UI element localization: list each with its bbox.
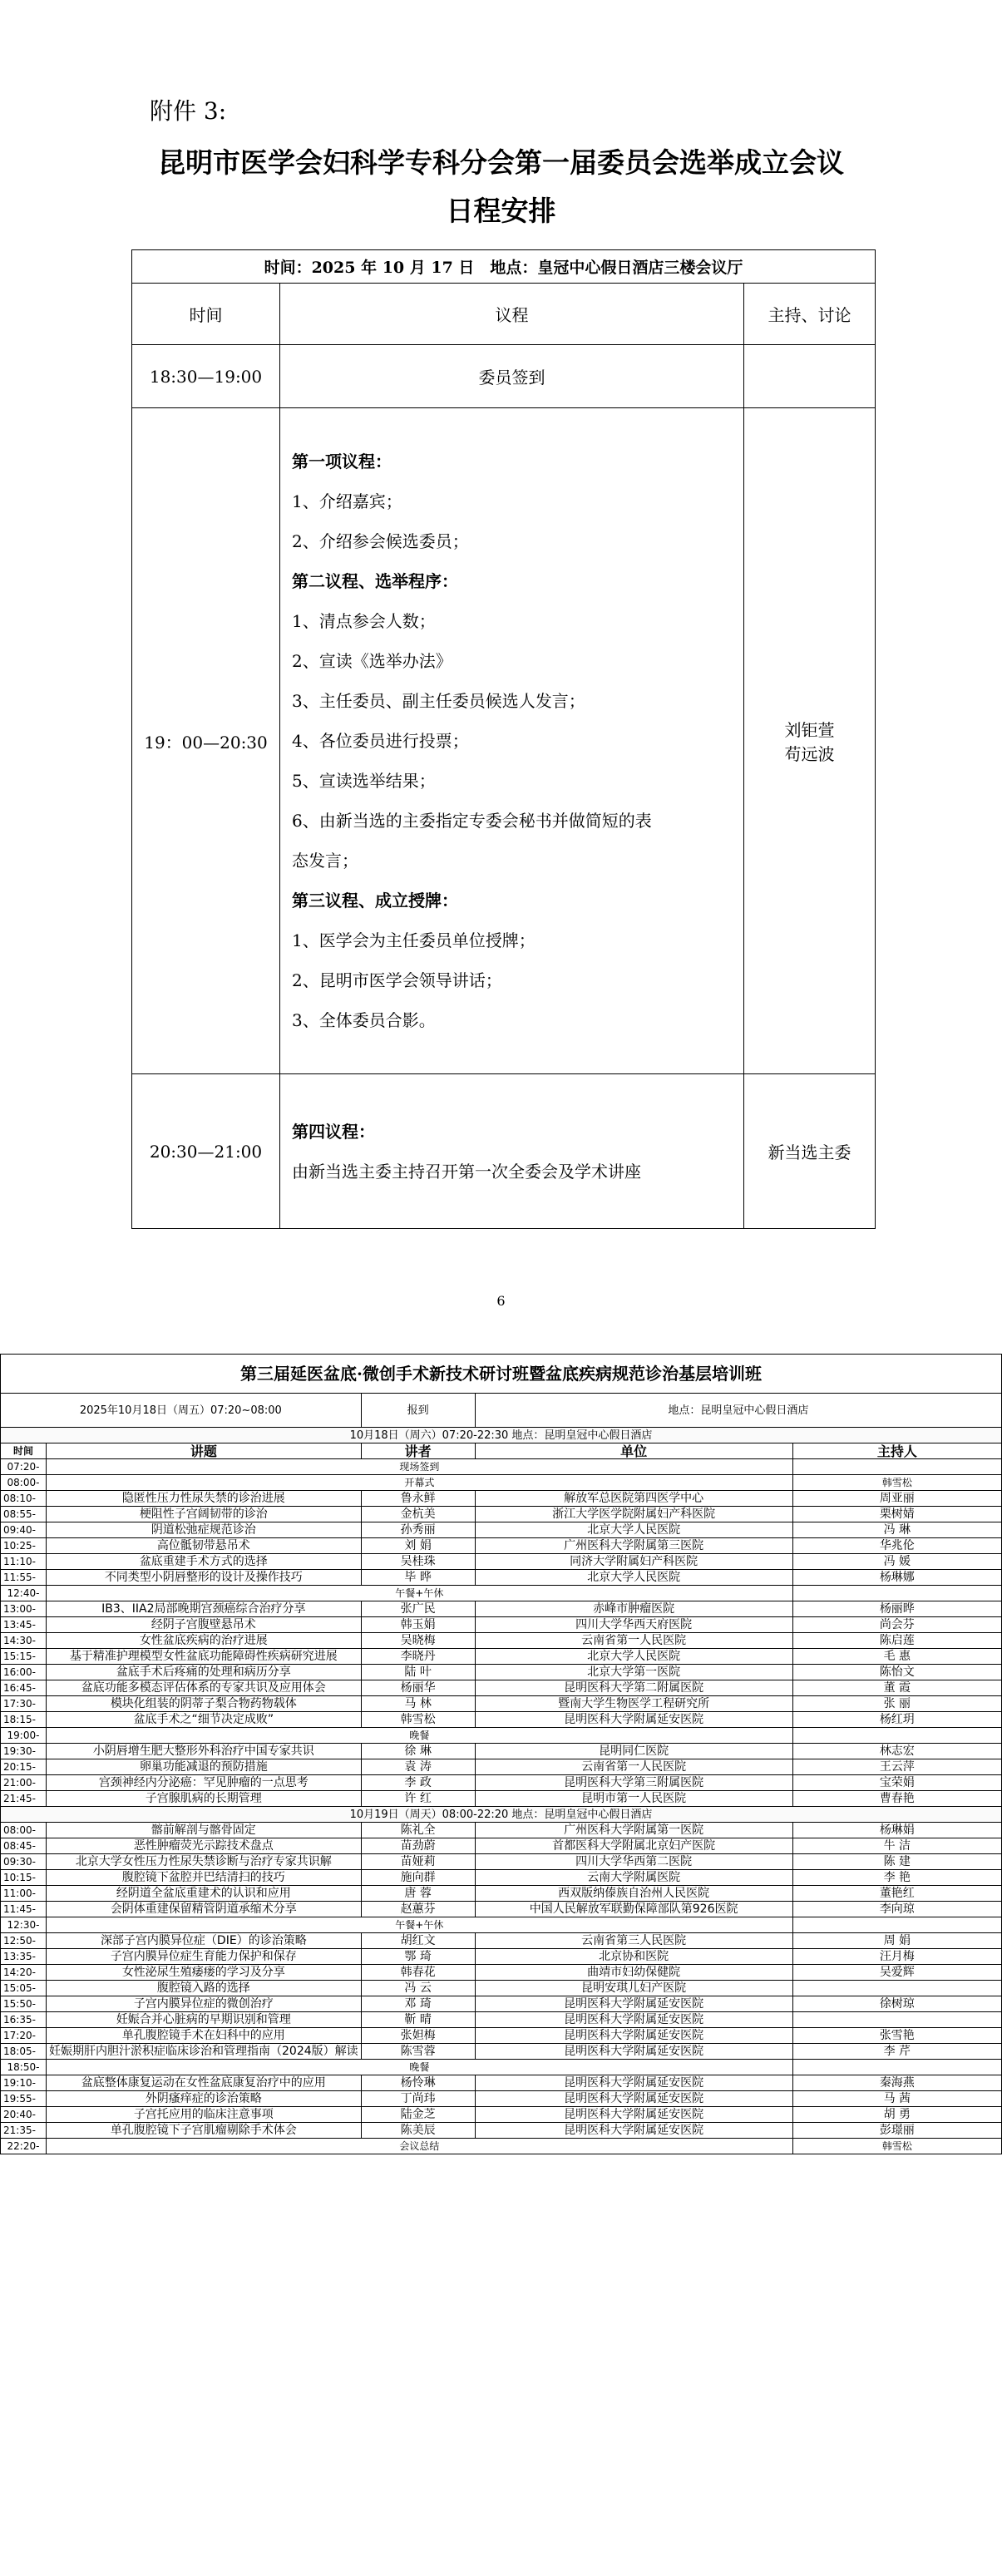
session-time: 15:50- [1, 1996, 47, 2012]
session-host [792, 2012, 1001, 2028]
lecture-title: 模块化组装的阴蒂子梨合物药物载体 [47, 1696, 362, 1712]
session-host: 牛 洁 [792, 1838, 1001, 1854]
speaker-name: 金杭美 [361, 1507, 475, 1522]
session-row [1, 1791, 1002, 1807]
agenda-line: 第二议程、选举程序： [292, 571, 458, 591]
lecture-title: 单孔腹腔镜手术在妇科中的应用 [47, 2028, 362, 2044]
agenda-line: 1、介绍嘉宾； [292, 491, 402, 511]
speaker-unit: 四川大学华西天府医院 [475, 1617, 792, 1633]
session-host [792, 1586, 1001, 1601]
speaker-name: 陈美辰 [361, 2123, 475, 2139]
lecture-title: 子宫托应用的临床注意事项 [47, 2107, 362, 2123]
speaker-unit: 解放军总医院第四医学中心 [475, 1491, 792, 1507]
agenda-line: 1、医学会为主任委员单位授牌； [292, 930, 536, 950]
session-host: 徐树琼 [792, 1996, 1001, 2012]
speaker-unit: 云南省第一人民医院 [475, 1633, 792, 1649]
lecture-title: 北京大学女性压力性尿失禁诊断与治疗专家共识解 [47, 1854, 362, 1870]
session-row [1, 1949, 1002, 1965]
session-row [1, 1759, 1002, 1775]
session-row [1, 2107, 1002, 2123]
speaker-unit: 北京大学人民医院 [475, 1649, 792, 1665]
lecture-title: 盆底重建手术方式的选择 [47, 1554, 362, 1570]
session-row [1, 1712, 1002, 1728]
session-host [792, 1459, 1001, 1475]
session-row [1, 1933, 1002, 1949]
speaker-name: 苗娅莉 [361, 1854, 475, 1870]
session-row [1, 1633, 1002, 1649]
day-one-banner: 10月18日（周六）07:20-22:30 地点：昆明皇冠中心假日酒店 [1, 1428, 1002, 1443]
speaker-unit: 暨南大学生物医学工程研究所 [475, 1696, 792, 1712]
lecture-title: 梗阻性子宫阔韧带的诊治 [47, 1507, 362, 1522]
row-time: 20:30—21:00 [132, 1074, 280, 1229]
session-row [1, 1554, 1002, 1570]
lecture-title: 经阴道全盆底重建术的认识和应用 [47, 1886, 362, 1902]
agenda-line: 由新当选主委主持召开第一次全委会及学术讲座 [292, 1161, 641, 1182]
speaker-name: 陆金芝 [361, 2107, 475, 2123]
host-name: 苟远波 [784, 744, 835, 764]
session-row [1, 2044, 1002, 2060]
lecture-title: 子宫腺肌病的长期管理 [47, 1791, 362, 1807]
session-time: 18:15- [1, 1712, 47, 1728]
agenda-line: 第一项议程： [292, 452, 392, 471]
session-time: 18:50- [1, 2060, 47, 2075]
session-time: 19:30- [1, 1744, 47, 1759]
speaker-name: 施向群 [361, 1870, 475, 1886]
session-time: 14:20- [1, 1965, 47, 1981]
session-host: 栗树婧 [792, 1507, 1001, 1522]
session-time: 15:05- [1, 1981, 47, 1996]
speaker-name: 赵蕙芬 [361, 1902, 475, 1917]
session-host: 秦海燕 [792, 2075, 1001, 2091]
session-time: 14:30- [1, 1633, 47, 1649]
speaker-name: 袁 涛 [361, 1759, 475, 1775]
session-host: 周亚丽 [792, 1491, 1001, 1507]
speaker-name: 邓 琦 [361, 1996, 475, 2012]
session-row [1, 2091, 1002, 2107]
session-host: 韩雪松 [792, 1475, 1001, 1491]
lecture-title: 隐匿性压力性尿失禁的诊治进展 [47, 1491, 362, 1507]
session-row [1, 1886, 1002, 1902]
session-row [1, 1744, 1002, 1759]
lecture-title: 基于精准护理模型女性盆底功能障碍性疾病研究进展 [47, 1649, 362, 1665]
speaker-name: 许 红 [361, 1791, 475, 1807]
session-host: 胡 勇 [792, 2107, 1001, 2123]
session-host: 汪月梅 [792, 1949, 1001, 1965]
break-label: 开幕式 [47, 1475, 793, 1491]
speaker-unit: 四川大学华西第二医院 [475, 1854, 792, 1870]
session-host: 杨琳娟 [792, 1823, 1001, 1838]
speaker-name: 陈礼全 [361, 1823, 475, 1838]
speaker-unit: 北京大学人民医院 [475, 1522, 792, 1538]
speaker-unit: 广州医科大学附属第三医院 [475, 1538, 792, 1554]
speaker-name: 靳 晴 [361, 2012, 475, 2028]
session-row [1, 1965, 1002, 1981]
session-time: 17:20- [1, 2028, 47, 2044]
session-row [1, 1601, 1002, 1617]
session-time: 18:05- [1, 2044, 47, 2060]
registration-label: 报到 [361, 1394, 475, 1428]
lecture-title: 卵巢功能减退的预防措施 [47, 1759, 362, 1775]
session-host: 杨丽晔 [792, 1601, 1001, 1617]
session-time: 11:45- [1, 1902, 47, 1917]
session-host: 董 霞 [792, 1680, 1001, 1696]
session-time: 08:45- [1, 1838, 47, 1854]
speaker-unit: 云南省第一人民医院 [475, 1759, 792, 1775]
session-host: 尚会芬 [792, 1617, 1001, 1633]
agenda-list [280, 1074, 744, 1229]
lecture-title: 子宫内膜异位症生育能力保护和保存 [47, 1949, 362, 1965]
session-host: 韩雪松 [792, 2139, 1001, 2154]
session-time: 08:10- [1, 1491, 47, 1507]
break-row [1, 1475, 1002, 1491]
session-host: 宝荣娟 [792, 1775, 1001, 1791]
break-row [1, 1459, 1002, 1475]
lecture-title: 子宫内膜异位症的微创治疗 [47, 1996, 362, 2012]
header-time: 时间 [132, 284, 280, 345]
agenda-line: 4、各位委员进行投票； [292, 731, 469, 751]
day-two-banner: 10月19日（周天）08:00-22:20 地点：昆明皇冠中心假日酒店 [1, 1807, 1002, 1823]
session-host: 吴爱辉 [792, 1965, 1001, 1981]
session-row [1, 1680, 1002, 1696]
attachment-label: 附件 3: [150, 97, 227, 125]
session-time: 21:00- [1, 1775, 47, 1791]
speaker-name: 李 政 [361, 1775, 475, 1791]
break-label: 晚餐 [47, 2060, 793, 2075]
session-host: 李 艳 [792, 1870, 1001, 1886]
session-time: 08:00- [1, 1823, 47, 1838]
speaker-name: 胡红文 [361, 1933, 475, 1949]
session-time: 13:35- [1, 1949, 47, 1965]
row-time: 19：00—20:30 [132, 408, 280, 1074]
agenda-line: 3、主任委员、副主任委员候选人发言； [292, 691, 585, 711]
lecture-title: 宫颈神经内分泌癌：罕见肿瘤的一点思考 [47, 1775, 362, 1791]
session-time: 22:20- [1, 2139, 47, 2154]
meeting-time-location: 时间：2025 年 10 月 17 日 地点：皇冠中心假日酒店三楼会议厅 [132, 250, 876, 284]
session-row [1, 1775, 1002, 1791]
lecture-title: 盆底整体康复运动在女性盆底康复治疗中的应用 [47, 2075, 362, 2091]
session-row [1, 1854, 1002, 1870]
session-time: 21:35- [1, 2123, 47, 2139]
session-time: 15:15- [1, 1649, 47, 1665]
speaker-unit: 昆明医科大学附属延安医院 [475, 2091, 792, 2107]
session-host: 马 茜 [792, 2091, 1001, 2107]
session-row [1, 1507, 1002, 1522]
lecture-title: 外阴瘙痒症的诊治策略 [47, 2091, 362, 2107]
session-host [792, 1728, 1001, 1744]
session-time: 20:15- [1, 1759, 47, 1775]
session-time: 08:00- [1, 1475, 47, 1491]
speaker-unit: 昆明医科大学附属延安医院 [475, 2028, 792, 2044]
agenda-line: 5、宣读选举结果； [292, 771, 436, 791]
session-host: 周 娟 [792, 1933, 1001, 1949]
speaker-name: 冯 云 [361, 1981, 475, 1996]
speaker-unit: 赤峰市肿瘤医院 [475, 1601, 792, 1617]
session-host: 李 芹 [792, 2044, 1001, 2060]
session-host: 曹春艳 [792, 1791, 1001, 1807]
lecture-title: 腹腔镜下盆腔并巴结清扫的技巧 [47, 1870, 362, 1886]
speaker-unit: 云南大学附属医院 [475, 1870, 792, 1886]
training-venue: 地点：昆明皇冠中心假日酒店 [475, 1394, 1001, 1428]
speaker-name: 刘 娟 [361, 1538, 475, 1554]
session-host [792, 2060, 1001, 2075]
session-host: 冯 媛 [792, 1554, 1001, 1570]
session-time: 19:00- [1, 1728, 47, 1744]
training-title: 第三届延医盆底·微创手术新技术研讨班暨盆底疾病规范诊治基层培训班 [1, 1355, 1002, 1394]
agenda-line: 第四议程： [292, 1121, 375, 1142]
session-row [1, 1491, 1002, 1507]
col-header-unit: 单位 [475, 1443, 792, 1459]
speaker-name: 丁尚玮 [361, 2091, 475, 2107]
session-time: 16:35- [1, 2012, 47, 2028]
break-label: 现场签到 [47, 1459, 793, 1475]
speaker-unit: 昆明医科大学附属延安医院 [475, 2012, 792, 2028]
session-time: 12:40- [1, 1586, 47, 1601]
speaker-unit: 曲靖市妇幼保健院 [475, 1965, 792, 1981]
speaker-name: 鲁永鲜 [361, 1491, 475, 1507]
session-host: 张雪艳 [792, 2028, 1001, 2044]
row-host: 新当选主委 [744, 1074, 876, 1229]
session-host: 李向琼 [792, 1902, 1001, 1917]
break-label: 午餐+午休 [47, 1586, 793, 1601]
break-row [1, 1728, 1002, 1744]
session-time: 10:15- [1, 1870, 47, 1886]
speaker-unit: 中国人民解放军联勤保障部队第926医院 [475, 1902, 792, 1917]
header-host: 主持、讨论 [744, 284, 876, 345]
session-row [1, 1981, 1002, 1996]
session-row [1, 1649, 1002, 1665]
speaker-name: 杨怜琳 [361, 2075, 475, 2091]
session-host: 杨琳娜 [792, 1570, 1001, 1586]
lecture-title: 深部子宫内膜异位症（DIE）的诊治策略 [47, 1933, 362, 1949]
document-title: 昆明市医学会妇科学专科分会第一届委员会选举成立会议 [158, 146, 844, 179]
session-row [1, 1696, 1002, 1712]
speaker-unit: 首都医科大学附属北京妇产医院 [475, 1838, 792, 1854]
speaker-name: 张妲梅 [361, 2028, 475, 2044]
session-time: 16:45- [1, 1680, 47, 1696]
speaker-unit: 昆明安琪儿妇产医院 [475, 1981, 792, 1996]
session-host: 毛 惠 [792, 1649, 1001, 1665]
session-host: 王云萍 [792, 1759, 1001, 1775]
col-header-time: 时间 [1, 1443, 47, 1459]
session-row [1, 2123, 1002, 2139]
speaker-name: 鄂 琦 [361, 1949, 475, 1965]
session-host: 华兆伦 [792, 1538, 1001, 1554]
speaker-unit: 昆明医科大学附属延安医院 [475, 2044, 792, 2060]
speaker-unit: 昆明医科大学附属延安医院 [475, 2075, 792, 2091]
speaker-name: 毕 晔 [361, 1570, 475, 1586]
lecture-title: 盆底手术之“细节决定成败” [47, 1712, 362, 1728]
registration-date: 2025年10月18日（周五）07:20~08:00 [1, 1394, 362, 1428]
session-host: 董艳红 [792, 1886, 1001, 1902]
session-host [792, 1981, 1001, 1996]
session-time: 13:45- [1, 1617, 47, 1633]
session-row [1, 1902, 1002, 1917]
lecture-title: 经阴子宫腹壁悬吊术 [47, 1617, 362, 1633]
lecture-title: 恶性肿瘤荧光示踪技术盘点 [47, 1838, 362, 1854]
session-time: 10:25- [1, 1538, 47, 1554]
col-header-speaker: 讲者 [361, 1443, 475, 1459]
lecture-title: 单孔腹腔镜下子宫肌瘤剔除手术体会 [47, 2123, 362, 2139]
agenda-line: 第三议程、成立授牌： [292, 891, 458, 910]
lecture-title: 髂前解剖与髂骨固定 [47, 1823, 362, 1838]
speaker-name: 韩雪松 [361, 1712, 475, 1728]
session-host [792, 1917, 1001, 1933]
lecture-title: 不同类型小阴唇整形的设计及操作技巧 [47, 1570, 362, 1586]
session-row [1, 2075, 1002, 2091]
speaker-unit: 云南省第三人民医院 [475, 1933, 792, 1949]
session-time: 12:50- [1, 1933, 47, 1949]
speaker-name: 吴桂珠 [361, 1554, 475, 1570]
speaker-unit: 昆明市第一人民医院 [475, 1791, 792, 1807]
row-host [744, 345, 876, 408]
speaker-unit: 昆明医科大学附属延安医院 [475, 1712, 792, 1728]
session-host: 冯 琳 [792, 1522, 1001, 1538]
training-schedule-table [0, 1354, 1002, 2154]
speaker-unit: 昆明医科大学附属延安医院 [475, 2123, 792, 2139]
session-time: 08:55- [1, 1507, 47, 1522]
session-host: 陈怡文 [792, 1665, 1001, 1680]
speaker-name: 杨丽华 [361, 1680, 475, 1696]
row-host [744, 408, 876, 1074]
session-row [1, 1870, 1002, 1886]
session-row [1, 1538, 1002, 1554]
meeting-schedule-table [131, 249, 876, 1229]
session-time: 20:40- [1, 2107, 47, 2123]
session-time: 11:10- [1, 1554, 47, 1570]
speaker-unit: 同济大学附属妇产科医院 [475, 1554, 792, 1570]
agenda-line: 2、昆明市医学会领导讲话； [292, 970, 502, 990]
speaker-name: 苗劲蔚 [361, 1838, 475, 1854]
session-time: 19:10- [1, 2075, 47, 2091]
speaker-unit: 昆明医科大学附属延安医院 [475, 2107, 792, 2123]
session-time: 07:20- [1, 1459, 47, 1475]
speaker-unit: 北京大学第一医院 [475, 1665, 792, 1680]
lecture-title: 会阴体重建保留精管阴道承缩术分享 [47, 1902, 362, 1917]
agenda-line: 2、介绍参会候选委员； [292, 531, 469, 551]
lecture-title: 盆底手术后疼痛的处理和病历分享 [47, 1665, 362, 1680]
break-label: 会议总结 [47, 2139, 793, 2154]
session-time: 13:00- [1, 1601, 47, 1617]
session-host: 彭璟丽 [792, 2123, 1001, 2139]
session-time: 11:55- [1, 1570, 47, 1586]
speaker-unit: 昆明医科大学附属延安医院 [475, 1996, 792, 2012]
lecture-title: IB3、IIA2局部晚期宫颈癌综合治疗分享 [47, 1601, 362, 1617]
session-row [1, 1996, 1002, 2012]
session-row [1, 1522, 1002, 1538]
lecture-title: 腹腔镜入路的选择 [47, 1981, 362, 1996]
agenda-line: 3、全体委员合影。 [292, 1010, 436, 1030]
speaker-unit: 浙江大学医学院附属妇产科医院 [475, 1507, 792, 1522]
agenda-line: 6、由新当选的主委指定专委会秘书并做简短的表 [292, 811, 652, 831]
speaker-unit: 广州医科大学附属第一医院 [475, 1823, 792, 1838]
speaker-unit: 北京协和医院 [475, 1949, 792, 1965]
day-two-row [1, 1807, 1002, 1823]
session-host: 林志宏 [792, 1744, 1001, 1759]
session-row [1, 1823, 1002, 1838]
session-time: 11:00- [1, 1886, 47, 1902]
speaker-unit: 昆明医科大学第二附属医院 [475, 1680, 792, 1696]
session-row [1, 1617, 1002, 1633]
speaker-name: 韩春花 [361, 1965, 475, 1981]
speaker-unit: 昆明医科大学第三附属医院 [475, 1775, 792, 1791]
break-label: 晚餐 [47, 1728, 793, 1744]
lecture-title: 高位骶韧带悬吊术 [47, 1538, 362, 1554]
session-time: 16:00- [1, 1665, 47, 1680]
speaker-name: 徐 琳 [361, 1744, 475, 1759]
session-time: 17:30- [1, 1696, 47, 1712]
speaker-name: 马 林 [361, 1696, 475, 1712]
break-label: 午餐+午休 [47, 1917, 793, 1933]
speaker-name: 陆 叶 [361, 1665, 475, 1680]
page-number: 6 [496, 1293, 506, 1309]
lecture-title: 女性盆底疾病的治疗进展 [47, 1633, 362, 1649]
break-row [1, 1917, 1002, 1933]
break-row [1, 2139, 1002, 2154]
session-time: 21:45- [1, 1791, 47, 1807]
host-name: 刘钜萱 [784, 720, 835, 740]
speaker-name: 李晓丹 [361, 1649, 475, 1665]
session-host: 杨红玥 [792, 1712, 1001, 1728]
lecture-title: 妊娠合并心脏病的早期识别和管理 [47, 2012, 362, 2028]
speaker-name: 陈雪蓉 [361, 2044, 475, 2060]
lecture-title: 妊娠期肝内胆汁淤积症临床诊治和管理指南（2024版）解读 [47, 2044, 362, 2060]
speaker-name: 唐 蓉 [361, 1886, 475, 1902]
row-agenda: 委员签到 [280, 345, 744, 408]
session-row [1, 2012, 1002, 2028]
session-row [1, 1570, 1002, 1586]
session-host: 张 丽 [792, 1696, 1001, 1712]
agenda-line: 1、清点参会人数； [292, 611, 436, 631]
session-time: 09:30- [1, 1854, 47, 1870]
agenda-line: 态发言； [292, 851, 358, 871]
session-row [1, 2028, 1002, 2044]
lecture-title: 女性泌尿生殖痿瘘的学习及分享 [47, 1965, 362, 1981]
speaker-unit: 西双版纳傣族自治州人民医院 [475, 1886, 792, 1902]
speaker-unit: 北京大学人民医院 [475, 1570, 792, 1586]
lecture-title: 小阴唇增生肥大整形外科治疗中国专家共识 [47, 1744, 362, 1759]
speaker-name: 吴晓梅 [361, 1633, 475, 1649]
break-row [1, 2060, 1002, 2075]
lecture-title: 盆底功能多模态评估体系的专家共识及应用体会 [47, 1680, 362, 1696]
session-row [1, 1665, 1002, 1680]
lecture-title: 阴道松弛症规范诊治 [47, 1522, 362, 1538]
col-header-lecture: 讲题 [47, 1443, 362, 1459]
session-time: 12:30- [1, 1917, 47, 1933]
session-host: 陈启莲 [792, 1633, 1001, 1649]
col-header-host: 主持人 [792, 1443, 1001, 1459]
agenda-list [280, 408, 744, 1074]
document-subtitle: 日程安排 [446, 195, 556, 227]
row-time: 18:30—19:00 [132, 345, 280, 408]
break-row [1, 1586, 1002, 1601]
speaker-unit: 昆明同仁医院 [475, 1744, 792, 1759]
speaker-name: 韩玉娟 [361, 1617, 475, 1633]
session-host: 陈 建 [792, 1854, 1001, 1870]
speaker-name: 张广民 [361, 1601, 475, 1617]
header-agenda: 议程 [280, 284, 744, 345]
agenda-line: 2、宣读《选举办法》 [292, 651, 452, 671]
session-row [1, 1838, 1002, 1854]
session-time: 19:55- [1, 2091, 47, 2107]
speaker-name: 孙秀丽 [361, 1522, 475, 1538]
session-time: 09:40- [1, 1522, 47, 1538]
